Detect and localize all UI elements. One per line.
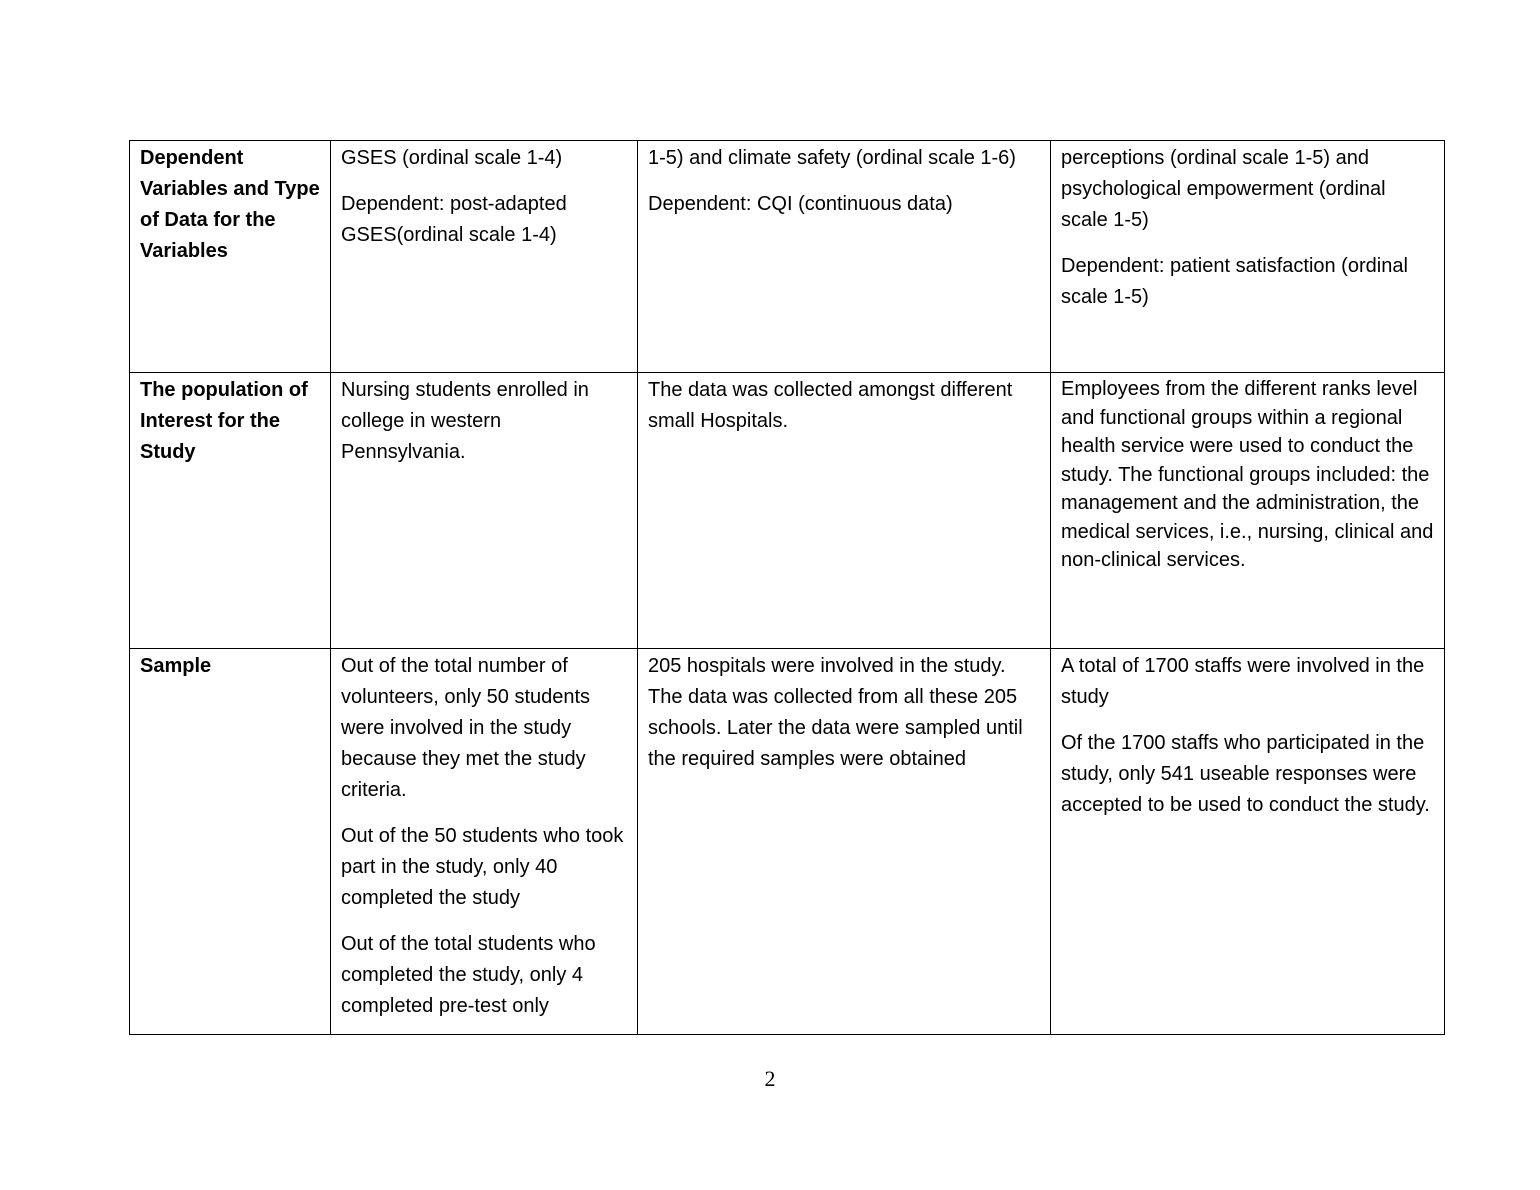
cell-paragraph: The data was collected amongst different small Hospitals. [648, 379, 1013, 432]
table-cell [1051, 141, 1445, 373]
table-row-dependent-variables [130, 141, 1445, 373]
row-header-text: The population of Interest for the Study [140, 379, 308, 463]
cell-paragraph: 205 hospitals were involved in the study. The data was collected from all these 205 schools. Later the data were sampled until the required samples were obtained [648, 655, 1023, 770]
cell-paragraph: Employees from the different ranks level and functional groups within a regional health service were used to conduct the study. The functional groups included: the management and the administration, the medical services, i.e., nursing, clinical and non-clinical services. [1061, 378, 1434, 571]
cell-paragraph: Out of the total students who completed the study, only 4 completed pre-test only [341, 933, 596, 1017]
cell-paragraph: Out of the total number of volunteers, only 50 students were involved in the study because they met the study criteria. [341, 655, 591, 801]
cell-paragraph: A total of 1700 staffs were involved in the study [1061, 655, 1425, 708]
table-cell [331, 373, 638, 649]
table-cell [638, 373, 1051, 649]
row-header-cell [130, 373, 331, 649]
comparison-table [129, 140, 1445, 1035]
cell-paragraph: perceptions (ordinal scale 1-5) and psychological empowerment (ordinal scale 1-5) [1061, 147, 1386, 231]
table-cell [331, 649, 638, 1035]
row-header-cell [130, 141, 331, 373]
cell-paragraph: Dependent: patient satisfaction (ordinal scale 1-5) [1061, 255, 1408, 308]
cell-paragraph: Of the 1700 staffs who participated in the study, only 541 useable responses were accepted to be used to conduct the study. [1061, 732, 1430, 816]
table-row-sample [130, 649, 1445, 1035]
cell-paragraph: GSES (ordinal scale 1-4) [341, 147, 563, 169]
cell-paragraph: 1-5) and climate safety (ordinal scale 1-6) [648, 147, 1016, 169]
table-cell [638, 649, 1051, 1035]
page-number: 2 [764, 1066, 776, 1091]
table-cell [331, 141, 638, 373]
table-row-population [130, 373, 1445, 649]
row-header-text: Dependent Variables and Type of Data for the Variables [140, 147, 320, 262]
cell-paragraph: Nursing students enrolled in college in western Pennsylvania. [341, 379, 589, 463]
row-header-cell [130, 649, 331, 1035]
table-cell [1051, 649, 1445, 1035]
table-cell [1051, 373, 1445, 649]
table-cell [638, 141, 1051, 373]
cell-paragraph: Dependent: CQI (continuous data) [648, 193, 953, 215]
row-header-text: Sample [140, 655, 212, 677]
cell-paragraph: Out of the 50 students who took part in the study, only 40 completed the study [341, 825, 624, 909]
cell-paragraph: Dependent: post-adapted GSES(ordinal scale 1-4) [341, 193, 567, 246]
